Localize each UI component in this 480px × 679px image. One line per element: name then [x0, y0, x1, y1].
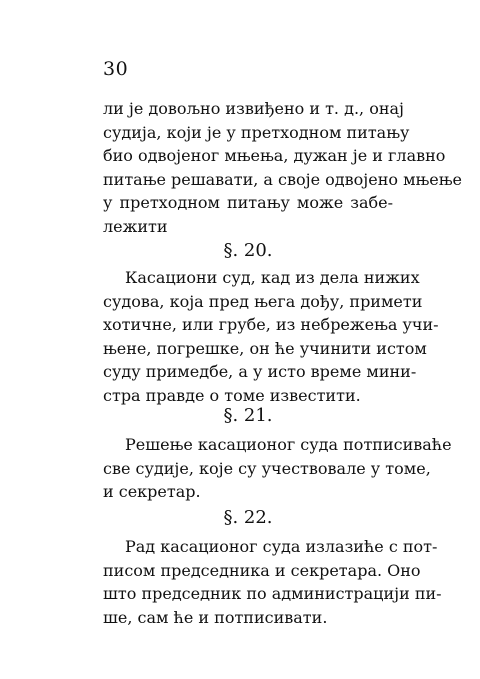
- text-line: хотичне, или грубе, из небрежења учи-: [103, 315, 439, 334]
- text-line: ли је довољно извиђено и т. д., онај: [103, 99, 404, 118]
- section-20-paragraph: [103, 266, 439, 407]
- page-number: 30: [103, 58, 129, 80]
- text-line: суду примедбе, а у исто време мини-: [103, 362, 417, 381]
- text-line: у претходном питању може забе-: [103, 193, 393, 212]
- section-heading-20: §. 20.: [223, 240, 273, 261]
- text-line: био одвојеног мњења, дужан је и главно: [103, 146, 446, 165]
- text-line: судија, који је у претходном питању: [103, 122, 410, 142]
- intro-paragraph: [103, 97, 462, 238]
- text-line: њене, погрешке, он ће учинити истом: [103, 338, 427, 358]
- text-line: што председник по администрацији пи-: [103, 584, 442, 603]
- text-line: лежити: [103, 216, 168, 236]
- section-21-paragraph: [103, 433, 452, 504]
- section-22-paragraph: [103, 535, 442, 629]
- text-line: и секретар.: [103, 482, 201, 501]
- text-line: стра правде о томе известити.: [103, 385, 361, 405]
- text-line: писом председника и секретара. Оно: [103, 560, 421, 580]
- text-line: ше, сам ће и потписивати.: [103, 607, 328, 627]
- section-heading-22: §. 22.: [223, 507, 273, 528]
- text-line: Рад касационог суда излазиће с пот-: [125, 537, 438, 556]
- text-line: Решење касационог суда потписиваће: [125, 435, 452, 454]
- text-line: све судије, које су учествовале у томе,: [103, 458, 431, 478]
- text-line: судова, која пред њега дођу, примети: [103, 291, 423, 311]
- section-heading-21: §. 21.: [223, 405, 273, 426]
- text-line: питање решавати, а своје одвојено мњење: [103, 169, 462, 189]
- text-line: Касациони суд, кад из дела нижих: [125, 268, 420, 287]
